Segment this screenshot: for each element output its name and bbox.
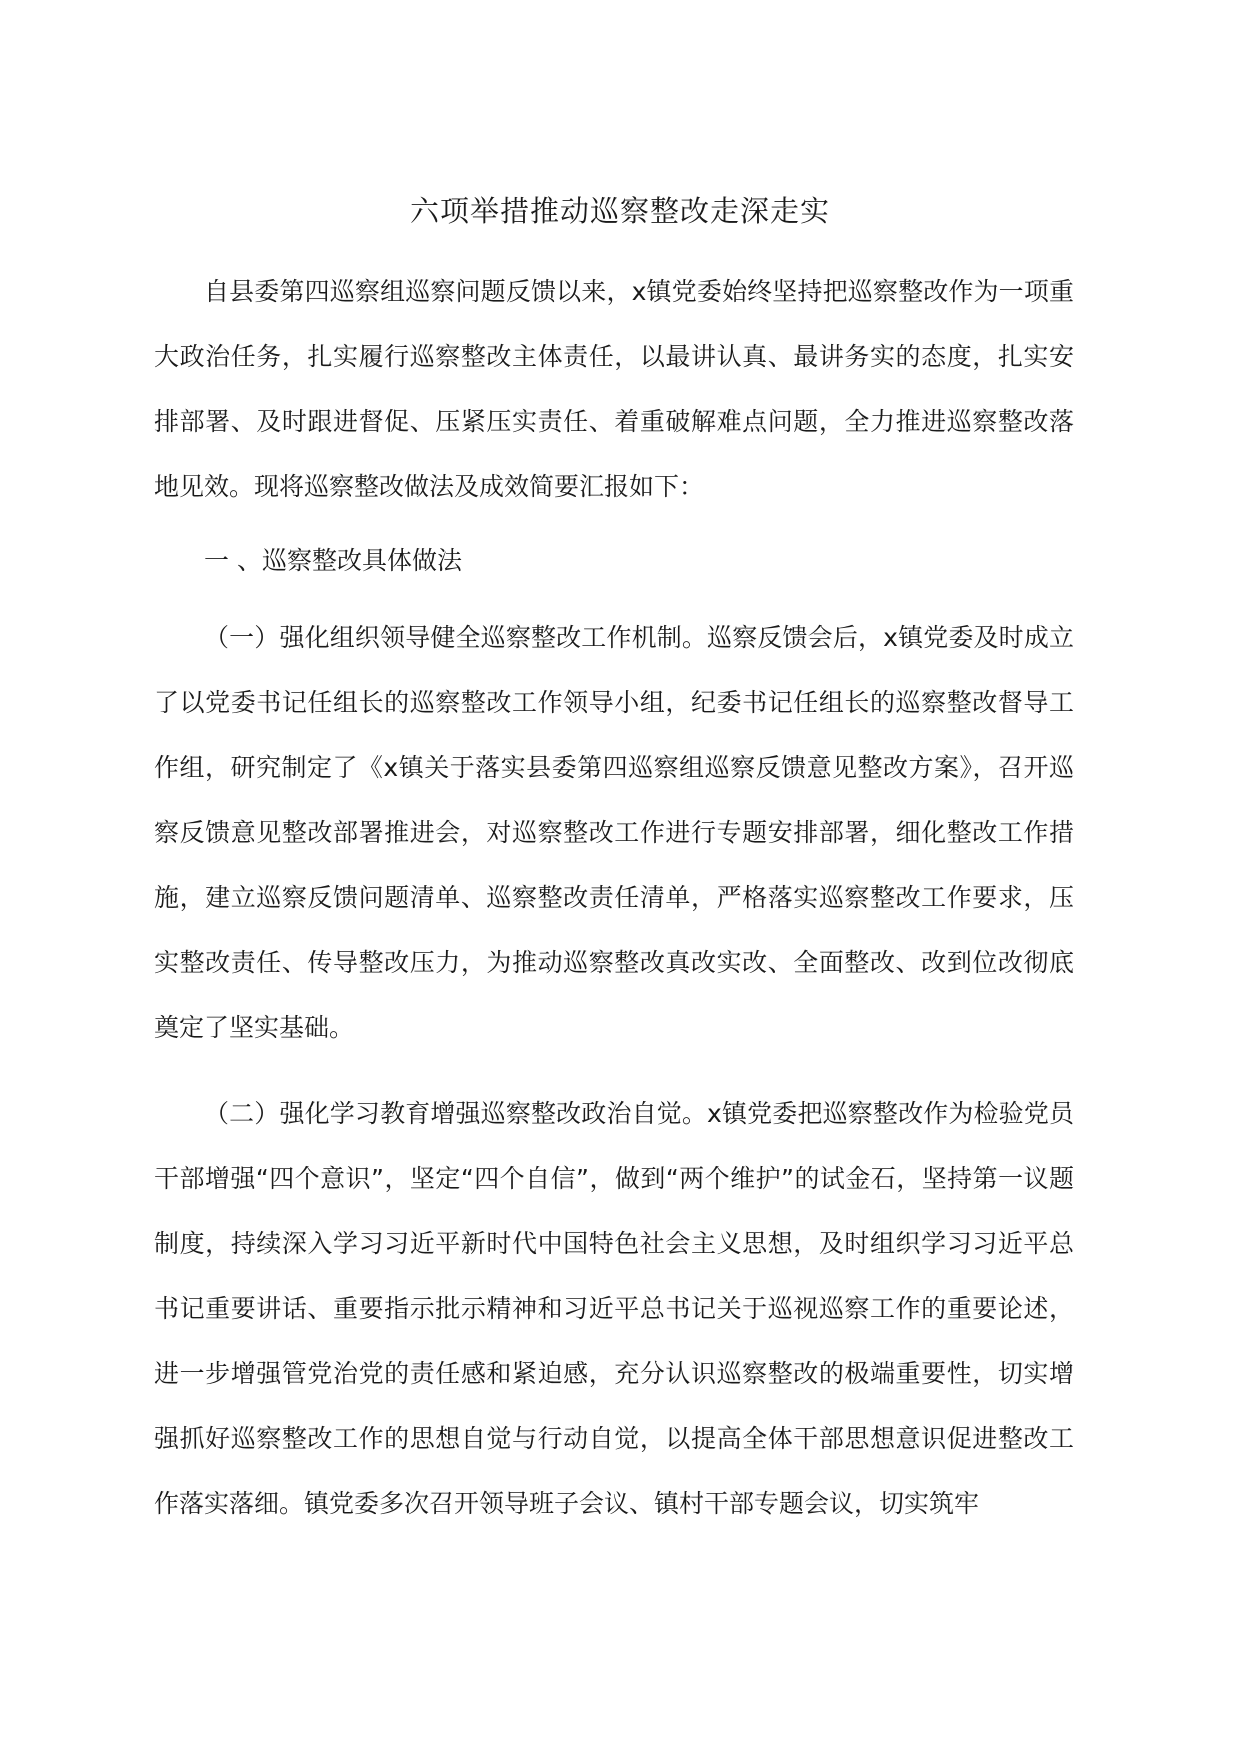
- paragraph-study-education: （二）强化学习教育增强巡察整改政治自觉。x镇党委把巡察整改作为检验党员干部增强“四个意识”，坚定“四个自信”，做到“两个维护”的试金石，坚持第一议题制度，持续深入学习习近平新时代中国特色社会主义思想，及时组织学习习近平总书记重要讲话、重要指示批示精神和习近平总书记关于巡视巡察工作的重要论述，进一步增强管党治党的责任感和紧迫感，充分认识巡察整改的极端重要性，切实增强抓好巡察整改工作的思想自觉与行动自觉，以提高全体干部思想意识促进整改工作落实落细。镇党委多次召开领导班子会议、镇村干部专题会议，切实筑牢: [154, 1099, 1074, 1518]
- paragraph-organization-leadership: （一）强化组织领导健全巡察整改工作机制。巡察反馈会后，x镇党委及时成立了以党委书记任组长的巡察整改工作领导小组，纪委书记任组长的巡察整改督导工作组，研究制定了《x镇关于落实县委第四巡察组巡察反馈意见整改方案》，召开巡察反馈意见整改部署推进会，对巡察整改工作进行专题安排部署，细化整改工作措施，建立巡察反馈问题清单、巡察整改责任清单，严格落实巡察整改工作要求，压实整改责任、传导整改压力，为推动巡察整改真改实改、全面整改、改到位改彻底奠定了坚实基础。: [154, 623, 1074, 1042]
- intro-paragraph: 自县委第四巡察组巡察问题反馈以来，x镇党委始终坚持把巡察整改作为一项重大政治任务，扎实履行巡察整改主体责任，以最讲认真、最讲务实的态度，扎实安排部署、及时跟进督促、压紧压实责任、着重破解难点问题，全力推进巡察整改落地见效。现将巡察整改做法及成效简要汇报如下：: [154, 277, 1074, 501]
- section-heading: 一 、巡察整改具体做法: [204, 546, 462, 575]
- document-title: 六项举措推动巡察整改走深走实: [409, 194, 830, 228]
